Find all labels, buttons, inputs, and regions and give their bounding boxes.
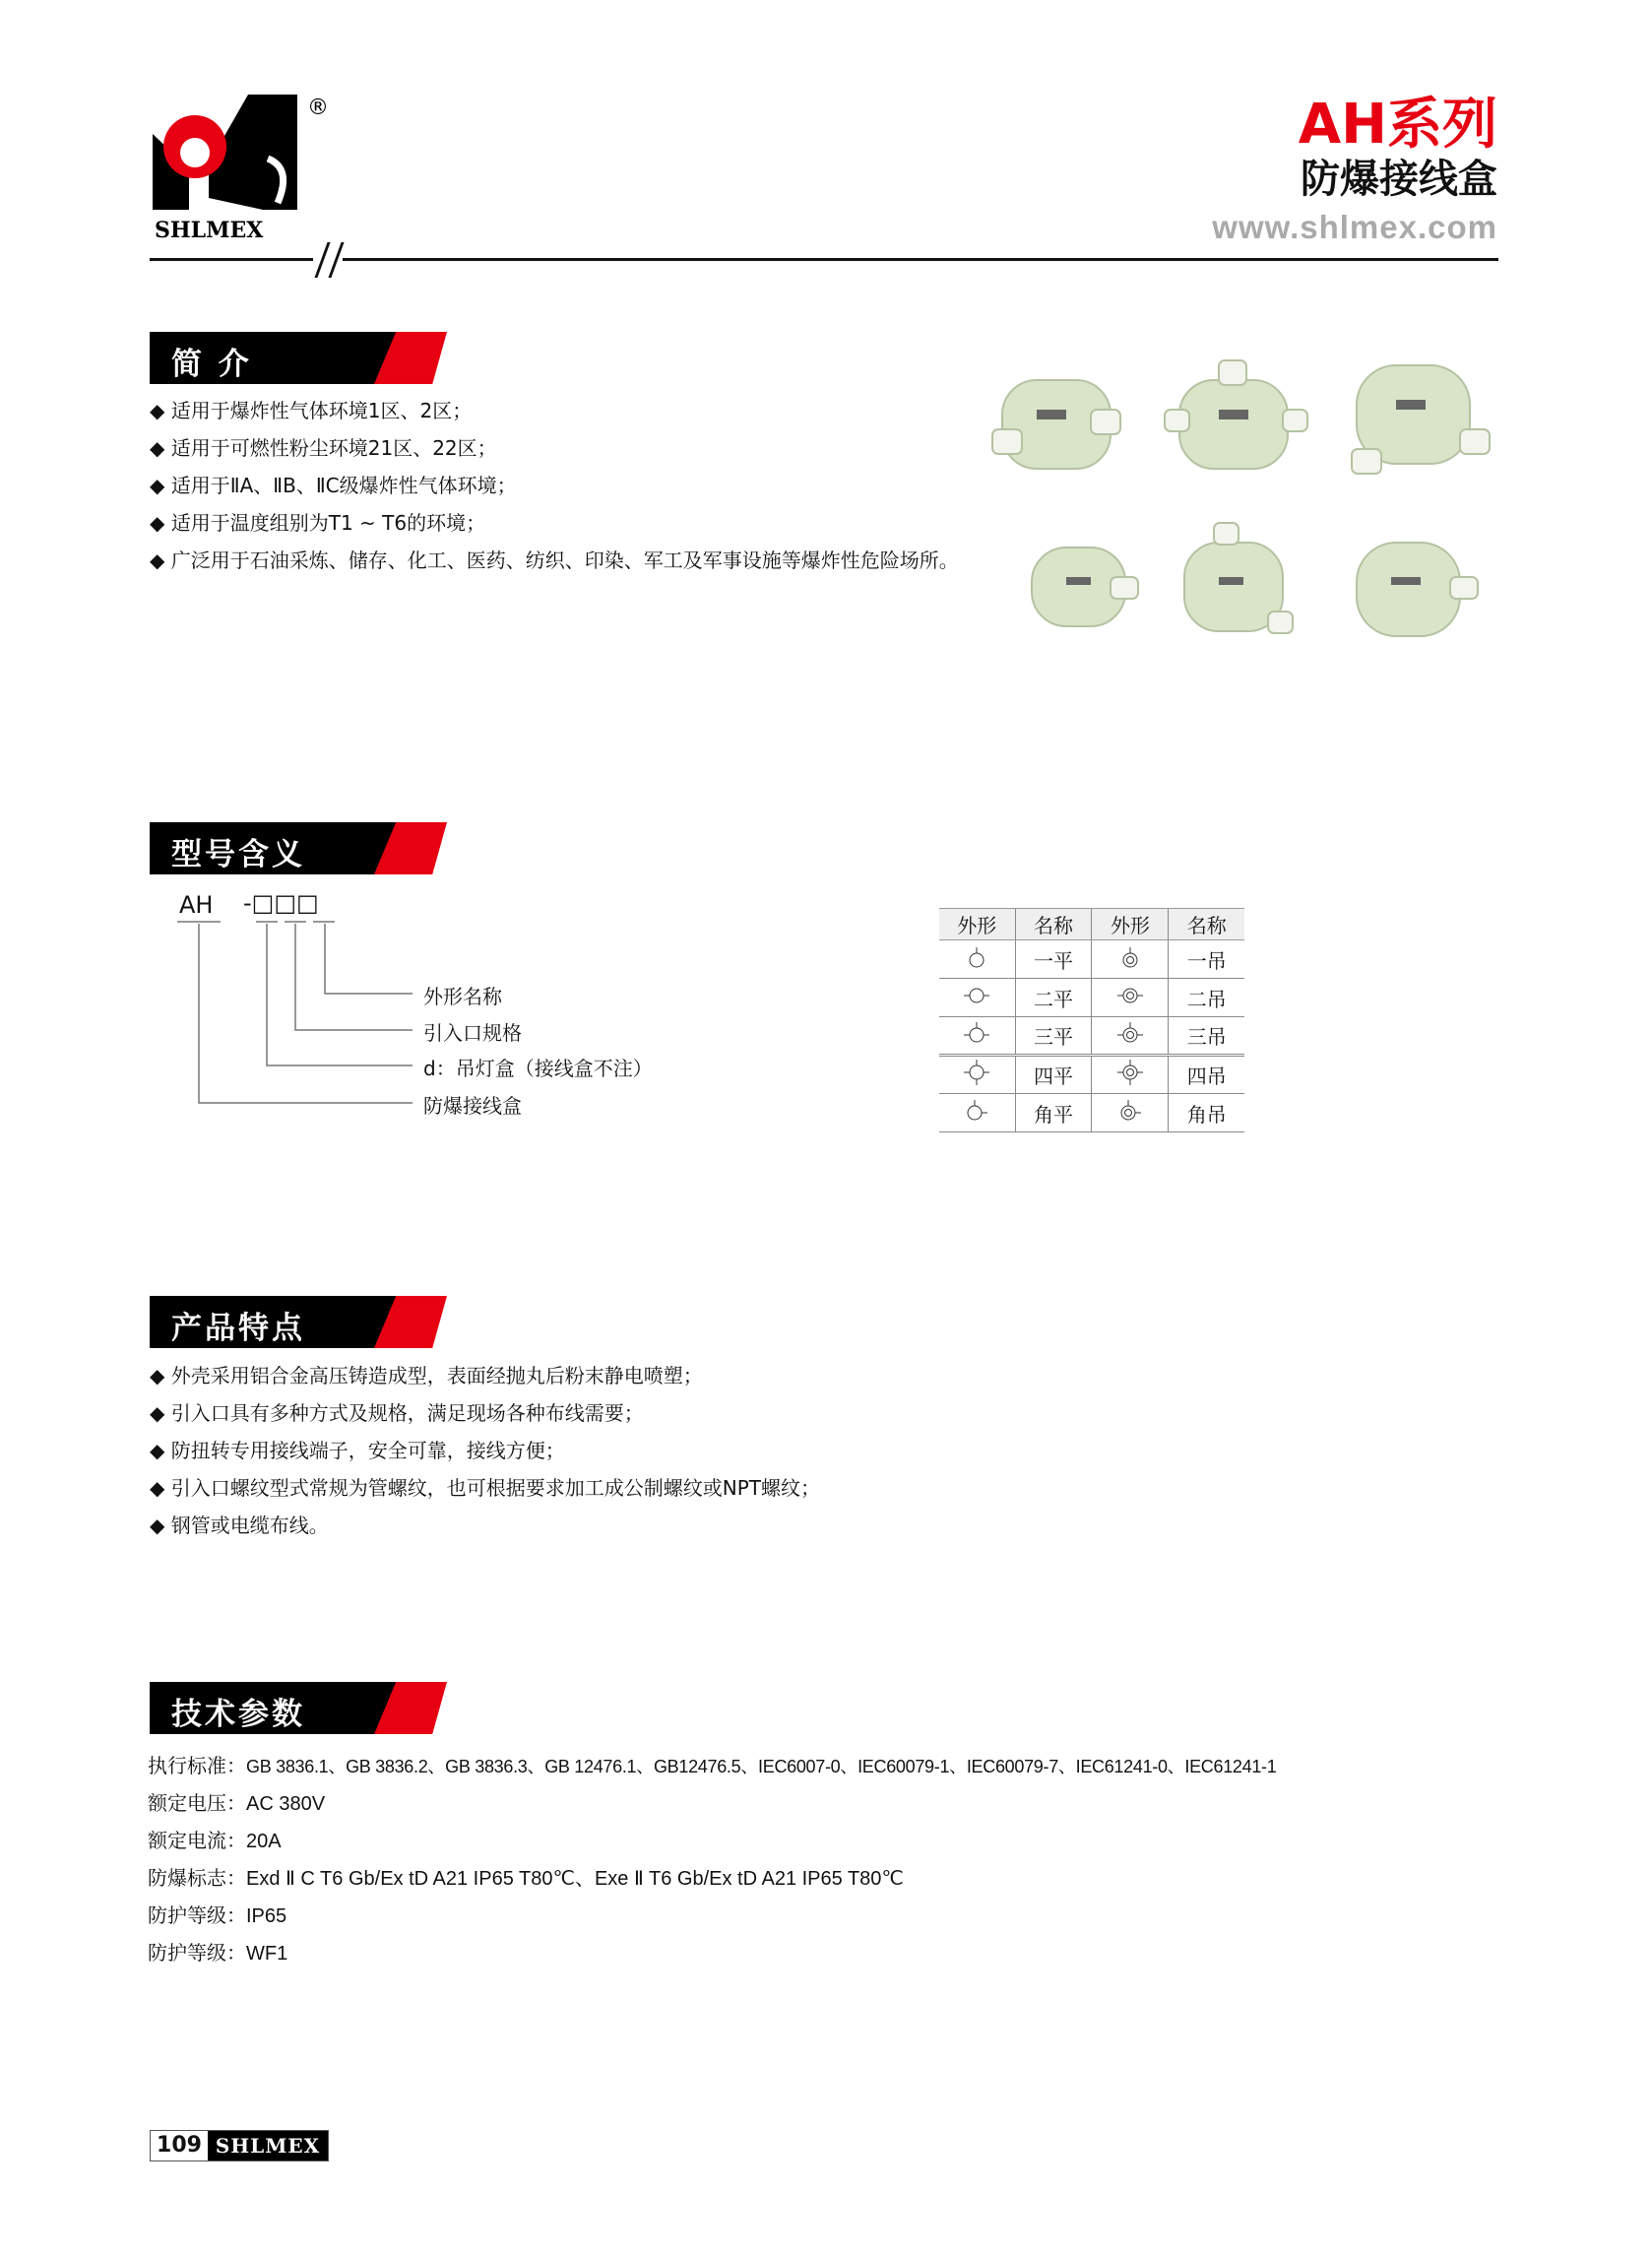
table-row: 一平 一吊 [939, 940, 1244, 979]
footer-brand: SHLMEX [208, 2131, 328, 2160]
specs-list [148, 1748, 1276, 1972]
list-item: ◆ 外壳采用铝合金高压铸造成型，表面经抛丸后粉末静电喷塑； [150, 1357, 820, 1394]
product-photos [992, 341, 1494, 666]
model-suffix: -□□□ [243, 889, 319, 917]
spec-row: 防护等级：WF1 [148, 1943, 288, 1965]
product-title: 防爆接线盒 [1301, 157, 1497, 202]
section-features-header: 产品特点 [150, 1296, 447, 1348]
header-rule [150, 258, 1498, 261]
diagram-leader-lines [150, 886, 445, 1123]
series-title: AH系列 [1298, 93, 1497, 157]
page-footer [150, 2130, 329, 2161]
three-way-hang-icon [1092, 1017, 1169, 1056]
angle-flat-icon [939, 1094, 1015, 1132]
table-row: 四平 四吊 [939, 1056, 1244, 1094]
list-item: ◆ 适用于温度组别为T1 ~ T6的环境； [150, 504, 959, 542]
spec-row: 防爆标志：Exd Ⅱ C T6 Gb/Ex tD A21 IP65 T80℃、Exe Ⅱ T6 Gb/Ex tD A21 IP65 T80℃ [148, 1868, 904, 1890]
label-junction-box: 防爆接线盒 [423, 1094, 522, 1118]
list-item: ◆ 适用于ⅡA、ⅡB、ⅡC级爆炸性气体环境； [150, 467, 959, 504]
list-item: ◆ 引入口具有多种方式及规格，满足现场各种布线需要； [150, 1394, 820, 1432]
shape-table [939, 908, 1244, 1132]
spec-row: 防护等级：IP65 [148, 1905, 287, 1927]
one-way-hang-icon [1092, 940, 1169, 979]
website-link[interactable]: www.shlmex.com [1212, 209, 1497, 245]
one-way-flat-icon [939, 940, 1015, 979]
list-item: ◆ 钢管或电缆布线。 [150, 1507, 820, 1544]
svg-text:®: ® [307, 96, 329, 120]
col-header: 名称 [1169, 909, 1244, 940]
company-logo [150, 90, 329, 247]
section-intro-header: 简 介 [150, 332, 447, 384]
col-header: 外形 [1092, 909, 1169, 940]
table-row: 三平 三吊 [939, 1017, 1244, 1056]
angle-hang-icon [1092, 1094, 1169, 1132]
col-header: 名称 [1015, 909, 1092, 940]
list-item: ◆ 引入口螺纹型式常规为管螺纹，也可根据要求加工成公制螺纹或NPT螺纹； [150, 1469, 820, 1507]
label-shape: 外形名称 [423, 985, 502, 1008]
three-way-flat-icon [939, 1017, 1015, 1056]
list-item: ◆ 防扭转专用接线端子，安全可靠，接线方便； [150, 1432, 820, 1469]
label-inlet: 引入口规格 [423, 1021, 522, 1045]
col-header: 外形 [939, 909, 1015, 940]
table-row: 二平 二吊 [939, 979, 1244, 1017]
section-model-header: 型号含义 [150, 822, 447, 874]
four-way-hang-icon [1092, 1056, 1169, 1094]
section-specs-header: 技术参数 [150, 1682, 447, 1734]
page-number: 109 [157, 2133, 202, 2158]
two-way-hang-icon [1092, 979, 1169, 1017]
spec-row: 额定电流：20A [148, 1831, 282, 1852]
four-way-flat-icon [939, 1056, 1015, 1094]
spec-row: 执行标准：GB 3836.1、GB 3836.2、GB 3836.3、GB 12476.1、GB12476.5、IEC6007-0、IEC60079-1、IEC60079-7、IEC61241-0、IEC61241-1 [148, 1756, 1277, 1777]
label-pendant: d：吊灯盒（接线盒不注） [423, 1057, 653, 1080]
list-item: ◆ 广泛用于石油采炼、储存、化工、医药、纺织、印染、军工及军事设施等爆炸性危险场所。 [150, 542, 959, 579]
two-way-flat-icon [939, 979, 1015, 1017]
list-item: ◆ 适用于可燃性粉尘环境21区、22区； [150, 429, 959, 467]
intro-list [150, 392, 959, 579]
list-item: ◆ 适用于爆炸性气体环境1区、2区； [150, 392, 959, 429]
svg-text:SHLMEX: SHLMEX [155, 218, 264, 243]
model-code: AH [179, 891, 214, 919]
model-code-diagram [150, 886, 701, 1123]
table-row: 角平 角吊 [939, 1094, 1244, 1132]
spec-row: 额定电压：AC 380V [148, 1793, 326, 1815]
features-list [150, 1357, 820, 1544]
